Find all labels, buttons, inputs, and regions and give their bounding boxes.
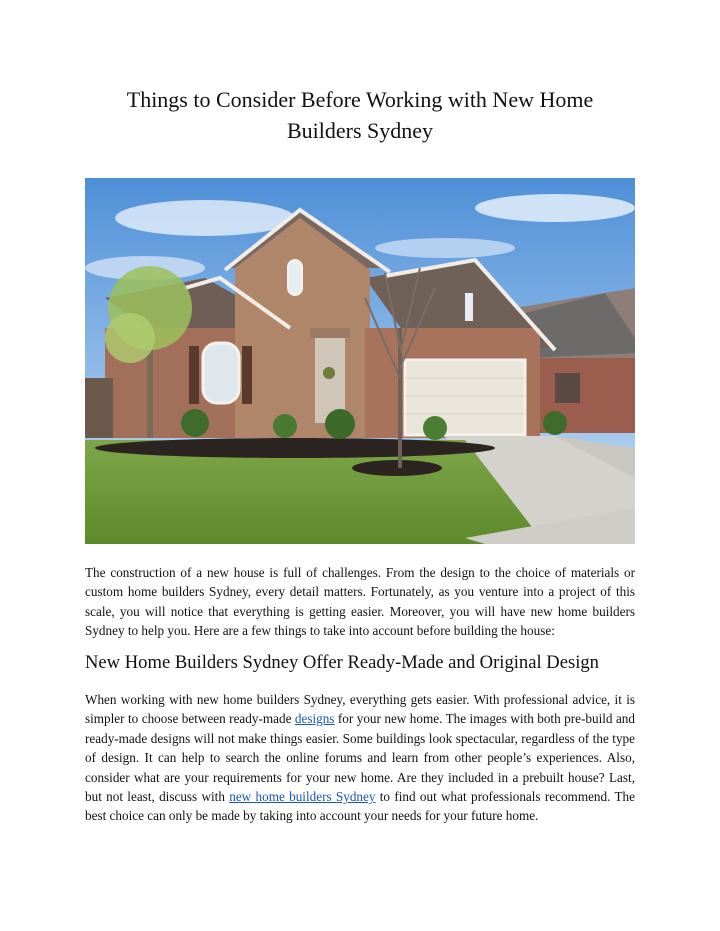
section-text-part: to find out what professionals recommend. The best choice can only be made by taking into account your needs for your future home. <box>85 789 635 824</box>
section-heading: New Home Builders Sydney Offer Ready-Made and Original Design <box>85 652 599 673</box>
section-paragraph <box>85 690 635 826</box>
intro-paragraph: The construction of a new house is full of challenges. From the design to the choice of materials or custom home builders Sydney, every detail matters. Fortunately, as you venture into a project of this scale, you will notice that everything is getting easier. Moreover, you will have new home builders Sydney to help you. Here are a few things to take into account before building the house: <box>85 565 635 639</box>
page-title: Things to Consider Before Working with New Home Builders Sydney <box>126 87 594 143</box>
designs-link[interactable]: designs <box>294 711 335 727</box>
new-home-builders-link[interactable]: new home builders Sydney <box>229 789 376 805</box>
section-text-part: for your new home. The images with both pre-build and ready-made designs will not make things easier. Some buildings look spectacular, regardless of the type of design. It can help to search the online forums and learn from other people’s experiences. Also, consider what are your requirements for your new home. Are they included in a prebuilt house? Last, but not least, discuss with <box>85 711 635 805</box>
section-text-part: When working with new home builders Sydney, everything gets easier. With professional advice, it is simpler to choose between ready-made <box>85 692 635 727</box>
house-photo <box>85 178 635 544</box>
